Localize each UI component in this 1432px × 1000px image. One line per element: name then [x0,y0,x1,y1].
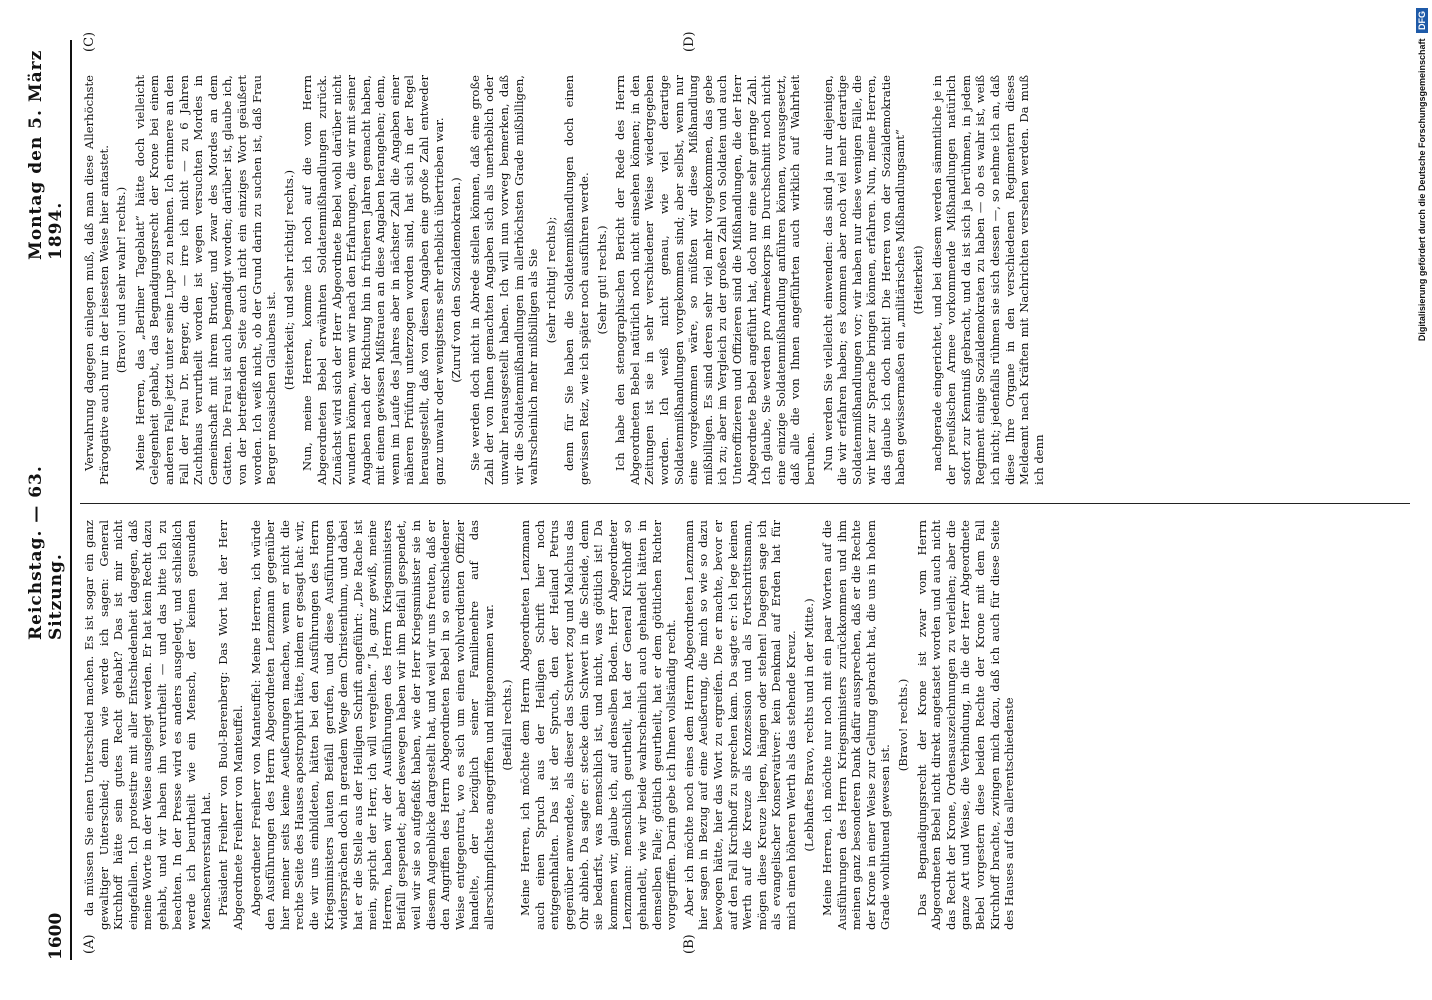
interjection: (Lebhaftes Bravo, rechts und in der Mitte.) [801,598,816,852]
interjection: (Heiterkeit; und sehr richtig! rechts.) [281,169,296,391]
digitization-credit [1412,0,1432,1000]
dfg-logo: DFG [1416,8,1428,33]
interjection: (Zuruf von den Sozialdemokraten.) [449,177,464,383]
paragraph: Meine Herren, das „Berliner Tageblatt“ hätte doch vielleicht Gelegenheit gehabt, das Begnadigungsrecht der Krone bei einem anderen Falle jetzt unter seine Lupe zu nehmen. Ich erinnere an den Fall der Frau Dr. Berger, die — irre ich nicht — zu 6 Jahren Zuchthaus verurtheilt worden ist wegen versuchten Mordes in Gemeinschaft mit ihrem Bruder, und zwar des Mordes an dem Gatten. Die Frau ist auch begnadigt worden; darüber ist, glaube ich, von der betreffenden Seite auch nicht ein einziges Wort geäußert worden. Ich weiß nicht, ob der Grund darin zu suchen ist, daß Frau Berger mosaischen Glaubens ist. [132,75,279,485]
interjection: (sehr richtig! rechts); [543,216,558,344]
left-text-column [82,520,1020,930]
margin-marker-a: (A) [82,934,97,954]
interjection: (Bravo! rechts.) [896,678,911,772]
paragraph: Meine Herren, ich möchte dem Herrn Abgeordneten Lenzmann auch einen Spruch aus der Heiligen Schrift hier noch entgegenhalten. Das ist der Spruch, den der Heiland Petrus gegenüber anwendete, als dieser das Schwert zog und Malchus das Ohr abhieb. Da sagte er: stecke dein Schwert in die Scheide, denn sie bedarfst, was menschlich ist, und nicht, was göttlich ist! Da kommen wir, glaube ich, auf denselben Boden. Herr Abgeordneter Lenzmann: menschlich geurtheilt, hat der General Kirchhoff so gehandelt, wie wir beide wahrscheinlich auch gehandelt hätten in demselben Falle; göttlich geurtheilt, hat er dem göttlichen Richter vorgegriffen. Darin gebe ich Ihnen vollständig recht. [518,520,679,930]
paragraph: Nun, meine Herren, komme ich noch auf die vom Herrn Abgeordneten Bebel erwähnten Soldatenmißhandlungen zurück. Zunächst wird sich der Herr Abgeordnete Bebel wohl darüber nicht wundern können, wenn wir nach den Erfahrungen, die wir mit seiner Angaben nach der Richtung hin in früheren Jahren gemacht haben, mit einem gewissen Mißtrauen an diese Angaben herangehen; denn, wenn im Laufe des Jahres aber in nächster Zahl die Angaben einer näheren Prüfung unterzogen worden sind, hat sich in der Regel herausgestellt, daß von diesen Angaben eine große Zahl entweder ganz unwahr oder wenigstens sehr erheblich übertrieben war. [300,75,446,485]
session-date: Montag den 5. März 1894. [26,49,66,260]
paragraph: Verwahrung dagegen einlegen muß, daß man diese Allerhöchste Prärogative auch nur in der leisesten Weise hier antastet. [82,75,111,485]
digitization-note: Digitalisierung gefördert durch die Deutsche Forschungsgemeinschaft [1417,38,1427,342]
right-text-column [82,75,1049,485]
paragraph: Aber ich möchte noch eines dem Herrn Abgeordneten Lenzmann hier sagen in Bezug auf eine Aeußerung, die mich so wie so dazu bewogen hätte, hier das Wort zu ergreifen. Die er machte, bevor er auf den Fall Kirchhoff zu sprechen kam. Da sagte er: ich lege keinen Werth auf die Kreuze als Konzession und als Fortschrittsmann, mögen diese Kreuze liegen, hängen oder stehen! Dagegen sage ich als evangelischer Konservativer: kein Denkmal auf Erden hat für mich einen höheren Werth als das stehende Kreuz. [681,520,798,930]
margin-marker-b: (B) [682,934,697,954]
paragraph: Das Begnadigungsrecht der Krone ist zwar vom Herrn Abgeordneten Bebel nicht direkt angetastet worden und auch nicht das Recht der Krone, Ordensauszeichnungen zu verleihen; aber die ganze Art und Weise, die Verbindung, in die der Herr Abgeordnete Bebel vorgestern diese beiden Rechte der Krone mit dem Fall Kirchhoff brachte, zwingen mich dazu, daß ich auch für diese Seite des Hauses auf das allerentschiedenste [914,520,1017,930]
interjection: (Sehr gut! rechts.) [594,225,609,335]
paragraph: da müssen Sie einen Unterschied machen. Es ist sogar ein ganz gewaltiger Unterschied; denn wie werde ich sagen: General Kirchhoff hätte sein gutes Recht gehabt? Das ist mir nicht eingefallen. Ich protestire mit aller Entschiedenheit dagegen, daß meine Worte in der Weise ausgelegt werden. Er hat kein Recht dazu gehabt, und wir haben ihn verurtheilt — und das bitte ich zu beachten. In der Presse wird es anders ausgelegt, und schließlich werde ich beurtheilt wie ein Mensch, der keinen gesunden Menschenverstand hat. [82,520,213,930]
paragraph: denn für Sie haben die Soldatenmißhandlungen doch einen gewissen Reiz, wie ich später noch ausführen werde. [562,75,591,485]
margin-marker-c: (C) [82,31,97,52]
margin-marker-d: (D) [682,31,697,52]
interjection: (Bravo! und sehr wahr! rechts.) [114,186,129,374]
column-divider [80,503,1410,504]
paragraph: Abgeordneter Freiherr von Manteuffel: Meine Herren, ich würde den Ausführungen des Herrn Abgeordneten Lenzmann gegenüber hier meiner seits keine Aeußerungen machen, wenn er nicht die rechte Seite des Hauses apostrophirt hätte, indem er gesagt hat: wir, die wir uns einbildeten, hätten bei den Ausführungen des Herrn Kriegsministers lauten Beifall gerufen, und diese Ausführungen widersprächen doch in geradem Wege dem Christenthum, und dabei hat er die Stelle aus der Heiligen Schrift angeführt: „Die Rache ist mein, spricht der Herr, ich will vergelten.“ Ja, ganz gewiß, meine Herren, haben wir der Ausführungen des Herrn Kriegsministers Beifall gespendet; aber deswegen haben wir ihm Beifall gespendet, weil wir sie so aufgefaßt haben, wie der Herr Kriegsminister sie in diesem Augenblicke dargestellt hat, und weil wir uns freuten, daß er den Angriffen des Herrn Abgeordneten Bebel in so entschiedener Weise entgegentrat, wo es sich um einen wohlverdienten Offizier handelte, der bezüglich seiner Familienehre auf das allerschimpflichste angegriffen und mitgenommen war. [248,520,497,930]
paragraph: nachgerade eingerichtet, und bei diesem werden sämmtliche je in der preußischen Armee vorkommende Mißhandlungen natürlich sofort zur Kenntniß gebracht, und da ist sich ja herühmen, in jedem Regiment einige Sozialdemokraten zu haben — ob es wahr ist, weiß ich nicht; jedenfalls rühmen sie sich dessen —, so nehme ich an, daß diese Ihre Organe in den verschiedenen Regimentern dieses Meldeamt nach Kräften mit Nachrichten versehen werden. Da muß ich denn [929,75,1046,485]
page-header [26,40,72,960]
session-title: Reichstag. — 63. Sitzung. [26,465,66,640]
page-number: 1600 [46,912,66,960]
paragraph: Ich habe den stenographischen Bericht der Rede des Herrn Abgeordneten Bebel natürlich noch nicht einsehen können; in den Zeitungen ist sie in sehr verschiedener Weise wiedergegeben worden. Ich weiß nicht genau, wie viel derartige Soldatenmißhandlungen vorgekommen sind; aber selbst, wenn nur eine vorgekommen wäre, so müßten wir diese Mißhandlung mißbilligen. Es sind deren sehr viel mehr vorgekommen, das gebe ich zu; aber im Vergleich zu der großen Zahl von Soldaten und auch Unteroffizieren und Offizieren sind die Mißhandlungen, die der Herr Abgeordnete Bebel angeführt hat, doch nur eine sehr geringe Zahl. Ich glaube, Sie werden pro Armeekorps im Durchschnitt noch nicht eine einzige Soldatenmißhandlung anführen können, vorausgesetzt, daß alle die von Ihnen angeführten auch wirklich auf Wahrheit beruhen. [613,75,817,485]
paragraph: Nun werden Sie vielleicht einwenden: das sind ja nur diejenigen, die wir erfahren haben; es kommen aber noch viel mehr derartige Soldatenmißhandlungen vor; wir haben nur diese wenigen Fälle, die wir hier zur Sprache bringen können, erfahren. Nun, meine Herren, das glaube ich doch nicht! Die Herren von der Sozialdemokratie haben gewissermaßen ein „militärisches Mißhandlungsamt“ [820,75,908,485]
interjection: (Heiterkeit) [911,245,926,315]
interjection: (Beifall rechts.) [499,679,514,771]
paragraph: Meine Herren, ich möchte nur noch mit ein paar Worten auf die Ausführungen des Herrn Kriegsministers zurückkommen und ihm meinen ganz besonderen Dank dafür aussprechen, daß er die Rechte der Krone in einer Weise zur Geltung gebracht hat, die uns in hohem Grade wohlthuend gewesen ist. [820,520,893,930]
paragraph: Sie werden doch nicht in Abrede stellen können, daß eine große Zahl der von Ihnen gemachten Angaben sich als unerheblich oder unwahr herausgestellt haben. Ich will nun vorweg bemerken, daß wir die Soldatenmißhandlungen im allerhöchsten Grade mißbilligen, wahrscheinlich mehr mißbilligen als Sie [467,75,541,485]
paragraph: Präsident Freiherr von Buol-Berenberg: Das Wort hat der Herr Abgeordnete Freiherr von Manteuffel. [216,520,245,930]
digitization-sidebar [1412,0,1432,1000]
